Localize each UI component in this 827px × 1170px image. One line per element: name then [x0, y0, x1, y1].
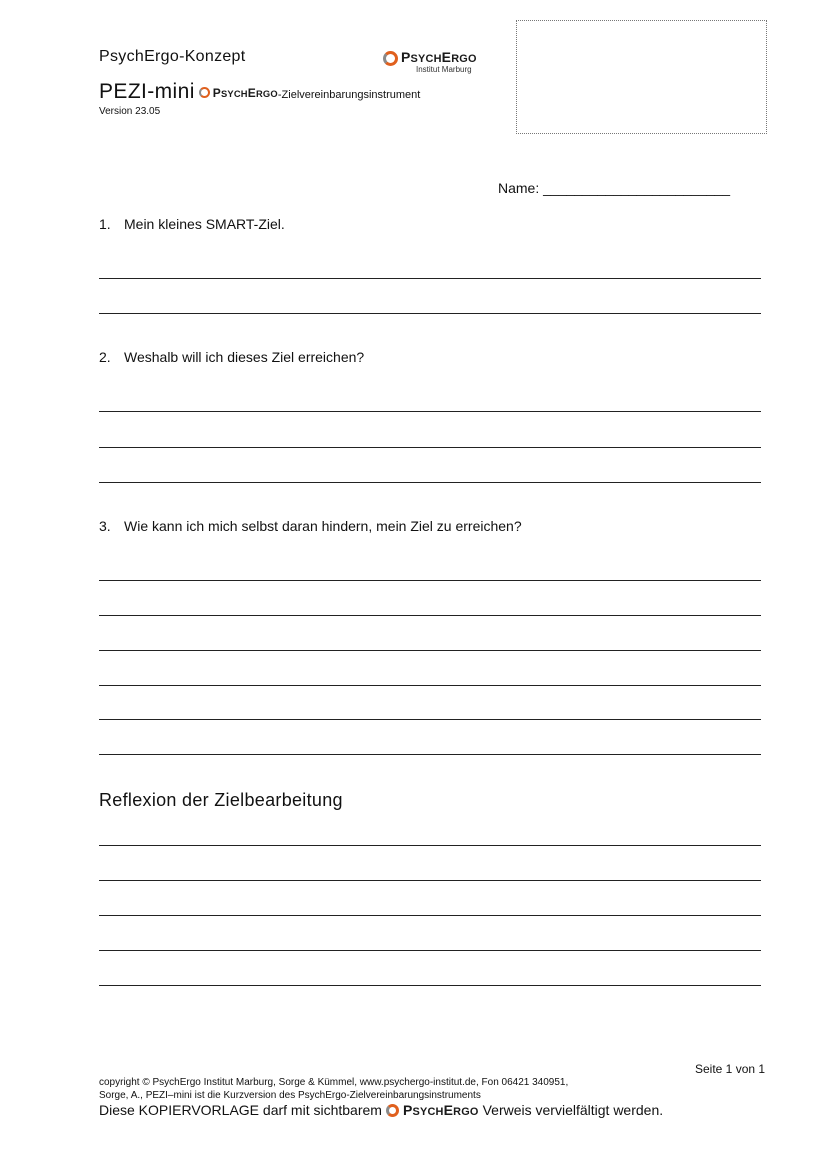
logo-wordmark: PSYCHERGO [402, 1102, 479, 1118]
answer-line[interactable] [99, 313, 761, 314]
question-text: Weshalb will ich dieses Ziel erreichen? [124, 349, 365, 365]
psychergo-ring-icon [383, 51, 398, 66]
name-field[interactable] [498, 180, 730, 196]
version-label: Version 23.05 [99, 106, 161, 117]
answer-line[interactable] [99, 719, 761, 720]
question-number: 2. [99, 349, 111, 365]
logo-wordmark: PSYCHERGO [212, 85, 278, 100]
logo-wordmark: PSYCHERGO [401, 49, 477, 65]
question-3 [99, 518, 522, 534]
copy-notice-after: Verweis vervielfältigt werden. [482, 1102, 664, 1118]
reflection-line[interactable] [99, 950, 761, 951]
reflection-line[interactable] [99, 915, 761, 916]
reflection-heading: Reflexion der Zielbearbeitung [99, 790, 343, 810]
reflection-line[interactable] [99, 985, 761, 986]
stamp-box [516, 20, 767, 134]
psychergo-logo [383, 49, 477, 74]
question-1 [99, 216, 285, 232]
title-logo [199, 86, 278, 100]
copyright-line-2: Sorge, A., PEZI–mini ist die Kurzversion des PsychErgo-Zielvereinbarungsinstruments [99, 1090, 481, 1101]
concept-label: PsychErgo-Konzept [99, 48, 246, 65]
psychergo-ring-icon [386, 1104, 399, 1117]
question-text: Mein kleines SMART-Ziel. [124, 216, 285, 232]
title-suffix: -Zielvereinbarungsinstrument [277, 89, 421, 101]
question-text: Wie kann ich mich selbst daran hindern, mein Ziel zu erreichen? [124, 518, 522, 534]
title-row [99, 80, 420, 104]
name-label: Name: [498, 180, 540, 196]
name-blank[interactable]: ________________________ [543, 180, 730, 196]
reflection-line[interactable] [99, 880, 761, 881]
answer-line[interactable] [99, 685, 761, 686]
page-title: PEZI-mini [99, 80, 195, 103]
answer-line[interactable] [99, 411, 761, 412]
answer-line[interactable] [99, 754, 761, 755]
answer-line[interactable] [99, 615, 761, 616]
answer-line[interactable] [99, 580, 761, 581]
answer-line[interactable] [99, 650, 761, 651]
reflection-line[interactable] [99, 845, 761, 846]
copy-notice [99, 1102, 663, 1118]
psychergo-ring-icon [199, 87, 210, 98]
logo-institute: Institut Marburg [416, 65, 472, 74]
answer-line[interactable] [99, 447, 761, 448]
question-number: 3. [99, 518, 111, 534]
answer-line[interactable] [99, 278, 761, 279]
footer-logo [386, 1102, 479, 1118]
answer-line[interactable] [99, 482, 761, 483]
question-2 [99, 349, 364, 365]
page-number: Seite 1 von 1 [695, 1062, 766, 1076]
copy-notice-before: Diese KOPIERVORLAGE darf mit sichtbarem [99, 1102, 382, 1118]
copyright-line-1: copyright © PsychErgo Institut Marburg, Sorge & Kümmel, www.psychergo-institut.de, Fon 06421 340951, [99, 1077, 569, 1088]
question-number: 1. [99, 216, 111, 232]
